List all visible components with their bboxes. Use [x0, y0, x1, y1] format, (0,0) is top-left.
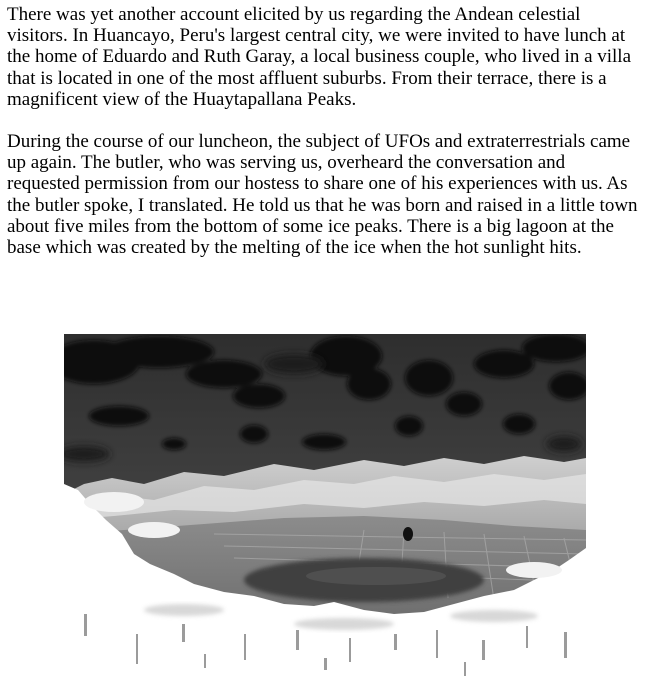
- photo-scene: [64, 334, 586, 693]
- lagoon-photo: [64, 334, 586, 693]
- photo-object: [403, 527, 413, 541]
- article-body: [7, 4, 639, 279]
- article-paragraph: During the course of our luncheon, the subject of UFOs and extraterrestrials came up again. The butler, who was serving us, overheard the conversation and requested permission from our hostess to share one of his experiences with us. As the butler spoke, I translated. He told us that he was born and raised in a little town about five miles from the bottom of some ice peaks. There is a big lagoon at the base which was created by the melting of the ice when the hot sunlight hits.: [7, 131, 638, 259]
- article-paragraph: There was yet another account elicited by us regarding the Andean celestial visitors. In Huancayo, Peru's largest central city, we were invited to have lunch at the home of Eduardo and Ruth Garay, a local business couple, who lived in a villa that is located in one of the most affluent suburbs. From their terrace, there is a magnificent view of the Huaytapallana Peaks.: [7, 4, 632, 110]
